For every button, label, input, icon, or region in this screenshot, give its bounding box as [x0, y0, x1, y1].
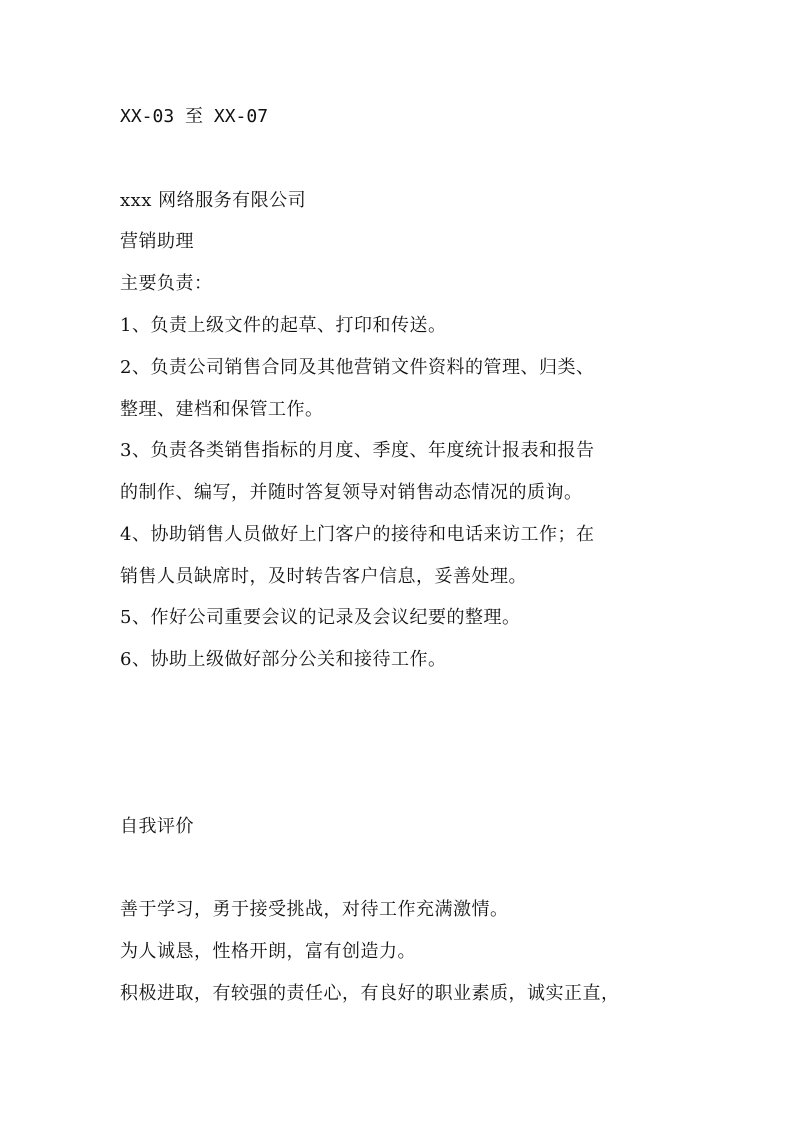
date-range: XX-03 至 XX-07 [120, 106, 269, 127]
duty-line: 2、负责公司销售合同及其他营销文件资料的管理、归类、 [120, 357, 595, 378]
duty-line: 3、负责各类销售指标的月度、季度、年度统计报表和报告 [120, 440, 595, 461]
duty-line: 的制作、编写，并随时答复领导对销售动态情况的质询。 [120, 482, 583, 503]
self-eval-line: 为人诚恳，性格开朗，富有创造力。 [120, 941, 416, 962]
self-evaluation-heading: 自我评价 [120, 816, 194, 837]
duty-line: 6、协助上级做好部分公关和接待工作。 [120, 649, 447, 670]
company-name: xxx 网络服务有限公司 [120, 190, 307, 211]
duty-line: 4、协助销售人员做好上门客户的接待和电话来访工作；在 [120, 524, 595, 545]
duty-line: 整理、建档和保管工作。 [120, 399, 324, 420]
duty-line: 销售人员缺席时，及时转告客户信息，妥善处理。 [120, 566, 527, 587]
duty-line: 5、作好公司重要会议的记录及会议纪要的整理。 [120, 607, 521, 628]
self-eval-line: 积极进取，有较强的责任心，有良好的职业素质，诚实正直， [120, 983, 620, 1004]
duties-heading: 主要负责： [120, 273, 213, 294]
job-position: 营销助理 [120, 231, 194, 252]
self-eval-line: 善于学习，勇于接受挑战，对待工作充满激情。 [120, 899, 509, 920]
duty-line: 1、负责上级文件的起草、打印和传送。 [120, 315, 447, 336]
